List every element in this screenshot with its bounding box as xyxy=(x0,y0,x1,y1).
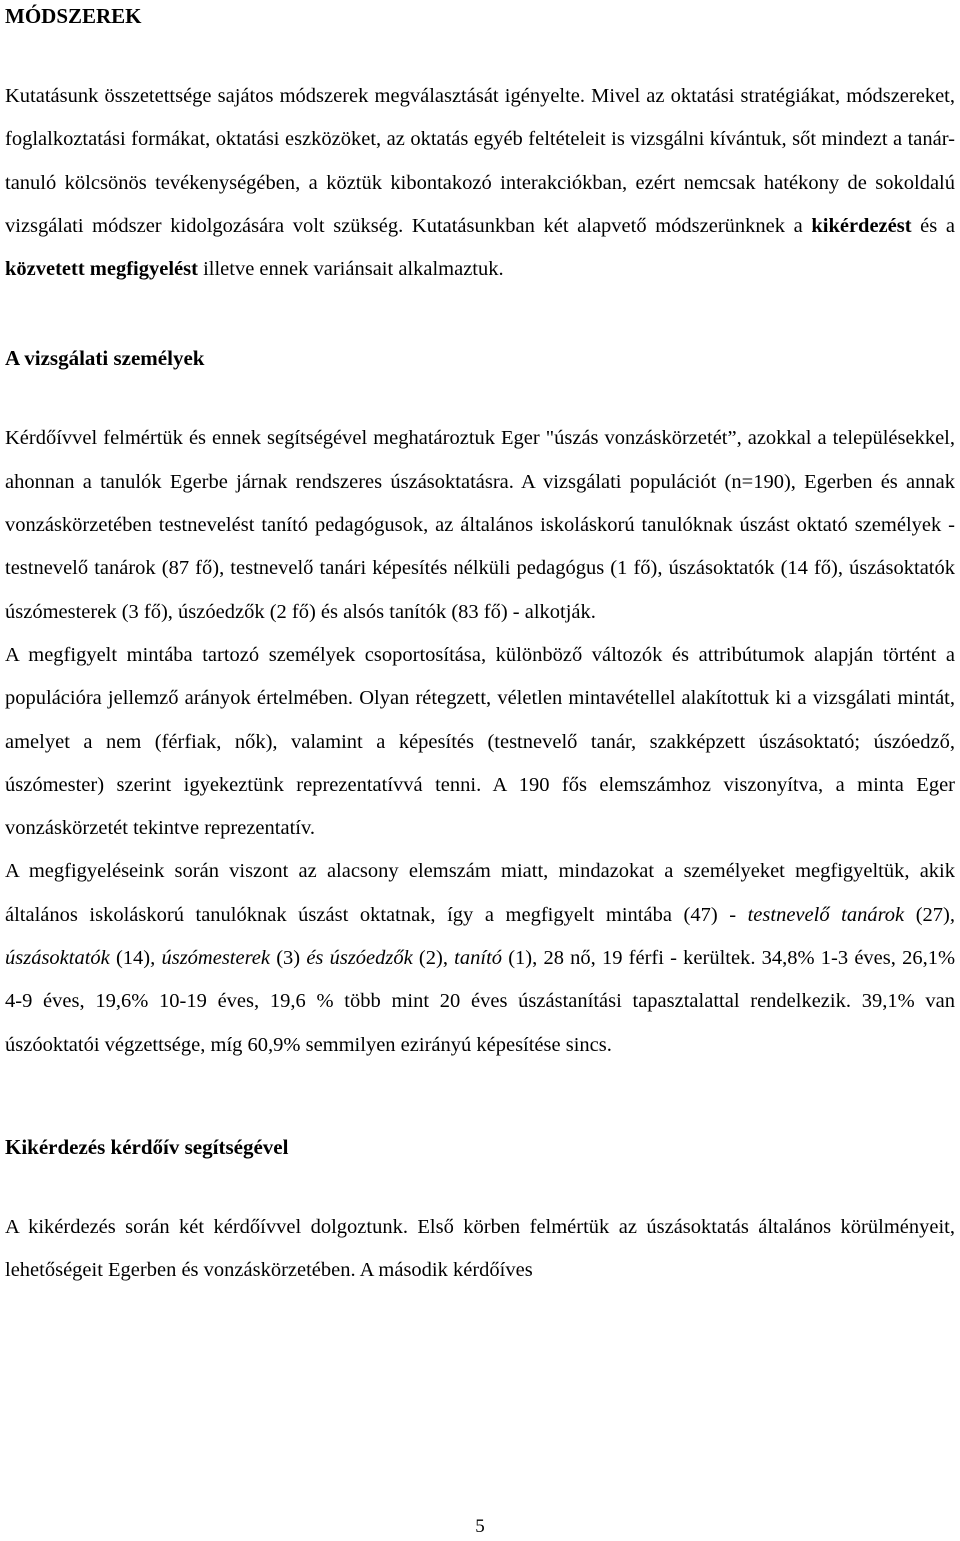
section1-paragraph-2: A megfigyelt mintába tartozó személyek csoportosítása, különböző változók és attribútumok alapján történt a populációra jellemző arányok értelmében. Olyan rétegzett, véletlen mintavétellel alakítottuk ki a vizsgálati mintát, amelyet a nem (férfiak, nők), valamint a képesítés (testnevelő tanár, szakképzett úszásoktató; úszóedző, úszómester) szerint igyekeztünk reprezentatívvá tenni. A 190 fős elemszámhoz viszonyítva, a minta Eger vonzáskörzetét tekintve reprezentatív. xyxy=(5,643,955,840)
p3-italic-uszasoktatok: , úszásoktatók xyxy=(5,903,955,970)
p3-italic-tanito: tanító xyxy=(454,947,503,970)
p3-text-6: (1), 28 nő, 19 férfi - kerültek. 34,8% 1-3 éves, 26,1% 4-9 éves, 19,6% 10-19 éves, 19,6 % több mint 20 éves úszástanítási tapasztalattal rendelkezik. 39,1% van úszóoktatói végzettsége, míg 60,9% semmilyen ezirányú képesítése sincs. xyxy=(5,947,956,1056)
p3-text-2: (27) xyxy=(904,903,950,926)
p3-italic-uszoedzok: és úszóedzők xyxy=(306,947,413,970)
section1-paragraph-3 xyxy=(5,850,955,1066)
p3-text-3: (14) xyxy=(109,947,151,970)
intro-paragraph xyxy=(5,75,955,291)
p3-italic-testnevelo: testnevelő tanárok xyxy=(747,903,905,926)
p3-text-4: (3) xyxy=(270,947,307,970)
section-heading-kikerdezes: Kikérdezés kérdőív segítségével xyxy=(5,1134,289,1159)
p3-text-1: A megfigyeléseink során viszont az alacsony elemszám miatt, mindazokat a személyeket megfigyeltük, akik általános iskoláskorú tanulóknak úszást oktatnak, így a megfigyelt mintába (47) - xyxy=(5,860,955,926)
intro-bold-kikerdezes: kikérdezést xyxy=(811,214,912,237)
intro-text-1: Kutatásunk összetettsége sajátos módszerek megválasztását igényelte. Mivel az oktatási stratégiákat, módszereket, foglalkoztatási formákat, oktatási eszközöket, az oktatás egyéb feltételeit is vizsgálni kívántuk, sőt mindezt a tanár-tanuló kölcsönös tevékenységében, a köztük kibontakozó interakciókban, ezért nemcsak hatékony de sokoldalú vizsgálati módszer kidolgozására volt szükség. Kutatásunkban két alapvető módszerünknek a xyxy=(5,85,955,237)
section1-paragraph-1: Kérdőívvel felmértük és ennek segítségével meghatároztuk Eger "úszás vonzáskörzetét”, azokkal a településekkel, ahonnan a tanulók Egerbe járnak rendszeres úszásoktatásra. A vizsgálati populációt (n=190), Egerben és annak vonzáskörzetében testnevelést tanító pedagógusok, az általános iskoláskorú tanulóknak úszást oktató személyek - testnevelő tanárok (87 fő), testnevelő tanári képesítés nélküli pedagógus (1 fő), úszásoktatók (14 fő), úszásoktatók úszómesterek (3 fő), úszóedzők (2 fő) és alsós tanítók (83 fő) - alkotják. xyxy=(5,427,955,623)
document-page xyxy=(5,0,955,1293)
section-heading-vizsgalati-szemelyek: A vizsgálati személyek xyxy=(5,346,205,371)
page-title: MÓDSZEREK xyxy=(5,4,142,28)
p3-italic-uszomesterek: , úszómesterek xyxy=(150,947,271,970)
page-number: 5 xyxy=(475,1516,485,1537)
p3-text-5: (2), xyxy=(412,947,455,970)
section2-paragraph-1: A kikérdezés során két kérdőívvel dolgoztunk. Első körben felmértük az úszásoktatás általános körülményeit, lehetőségeit Egerben és vonzáskörzetében. A második kérdőíves xyxy=(5,1215,955,1282)
intro-bold-megfigyeles: közvetett megfigyelést xyxy=(5,258,198,281)
intro-text-2: és a xyxy=(911,214,955,237)
intro-text-3: illetve ennek variánsait alkalmaztuk. xyxy=(197,258,504,281)
